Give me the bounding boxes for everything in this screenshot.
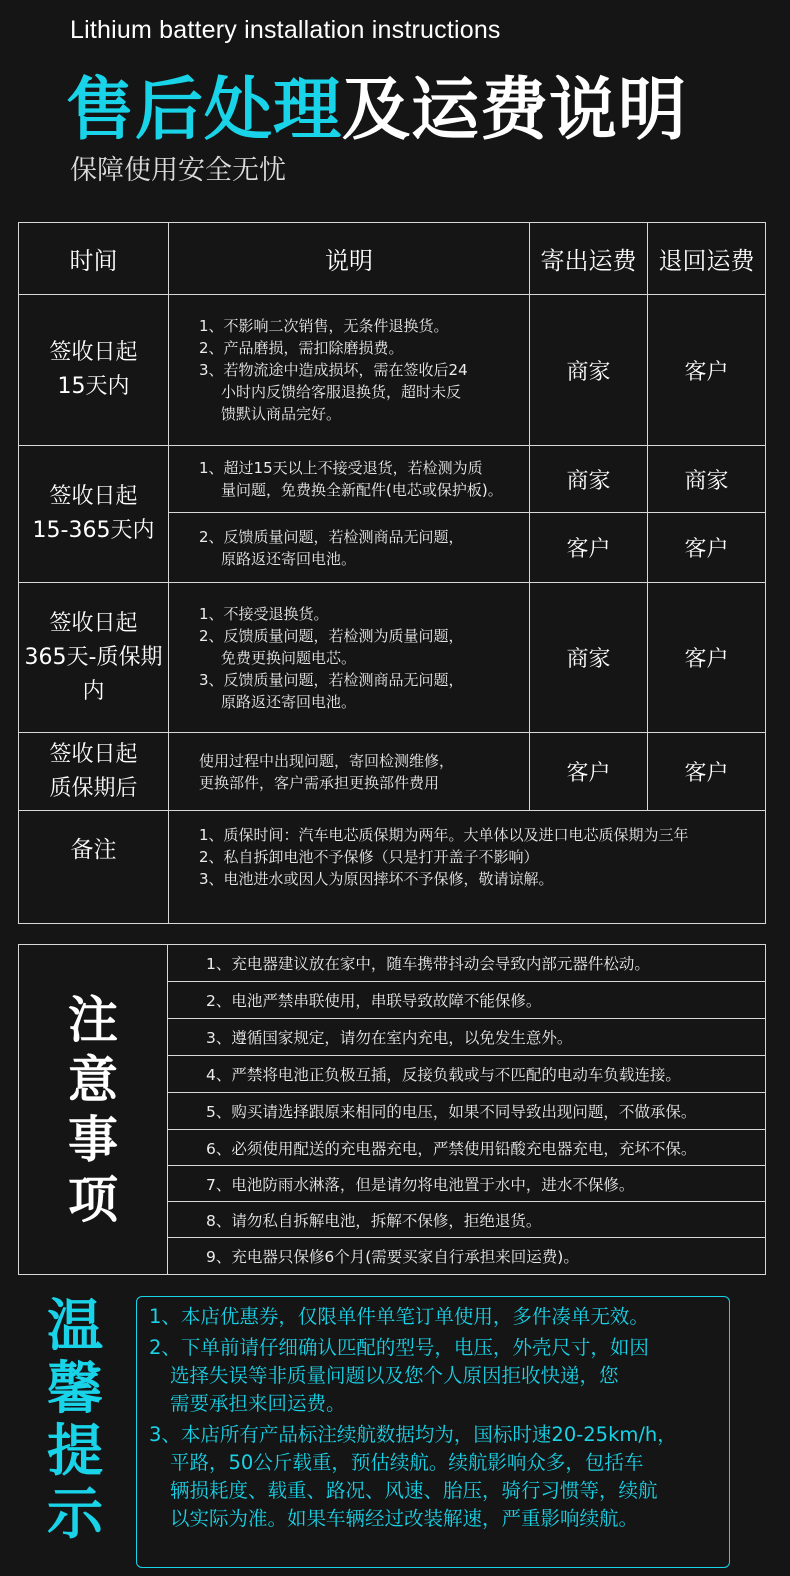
tip-line: 需要承担来回运费。 <box>170 1392 346 1415</box>
row3-return: 客户 <box>648 583 765 733</box>
precaution-item: 8、请勿私自拆解电池，拆解不保修，拒绝退货。 <box>168 1202 765 1238</box>
row3-desc-line: 2、反馈质量问题，若检测为质量问题， <box>199 626 464 645</box>
row2b-return: 客户 <box>648 513 765 583</box>
header-return-shipping: 退回运费 <box>648 223 765 295</box>
row3-description <box>169 583 530 733</box>
row2b-desc-line: 原路返还寄回电池。 <box>221 549 357 568</box>
row4-desc-line: 使用过程中出现问题，寄回检测维修， <box>199 751 455 770</box>
row2a-return: 商家 <box>648 446 765 513</box>
tip-line: 以实际为准。如果车辆经过改装解速，严重影响续航。 <box>170 1507 639 1530</box>
note-line: 3、电池进水或因人为原因摔坏不予保修，敬请谅解。 <box>199 870 554 888</box>
tip-line: 1、本店优惠券，仅限单件单笔订单使用，多件凑单无效。 <box>149 1305 649 1328</box>
row4-description <box>169 733 530 811</box>
header-time: 时间 <box>19 223 169 295</box>
tagline: 保障使用安全无忧 <box>70 155 286 186</box>
row1-time: 签收日起 15天内 <box>19 295 169 446</box>
tip-line: 平路，50公斤载重，预估续航。续航影响众多，包括车 <box>170 1451 644 1474</box>
row1-desc-line: 1、不影响二次销售，无条件退换货。 <box>199 317 449 335</box>
row1-send: 商家 <box>530 295 648 446</box>
tips-label-char: 提 <box>47 1419 103 1485</box>
precaution-item: 6、必须使用配送的充电器充电，严禁使用铅酸充电器充电，充坏不保。 <box>168 1130 765 1166</box>
row3-time: 签收日起 365天-质保期内 <box>19 583 169 733</box>
precautions-label <box>19 945 168 1274</box>
row1-description <box>169 295 530 446</box>
notes-label: 备注 <box>19 811 169 923</box>
precaution-item: 7、电池防雨水淋落，但是请勿将电池置于水中，进水不保修。 <box>168 1166 765 1202</box>
precautions-label-char: 意 <box>68 1050 118 1109</box>
precautions-table <box>18 944 766 1275</box>
row1-desc-line: 2、产品磨损，需扣除磨损费。 <box>199 339 404 357</box>
tip-line: 选择失误等非质量问题以及您个人原因拒收快递，您 <box>170 1364 619 1387</box>
precaution-item: 3、遵循国家规定，请勿在室内充电，以免发生意外。 <box>168 1019 765 1056</box>
row4-time: 签收日起 质保期后 <box>19 733 169 811</box>
row3-desc-line: 原路返还寄回电池。 <box>221 692 357 711</box>
tips-label-char: 馨 <box>47 1356 103 1422</box>
row2b-desc-line: 2、反馈质量问题，若检测商品无问题， <box>199 527 464 546</box>
row2a-desc-line: 量问题，免费换全新配件(电芯或保护板)。 <box>221 481 503 499</box>
row1-desc-line: 小时内反馈给客服退换货，超时未反 <box>221 383 462 401</box>
page-title-rest: 及运费说明 <box>342 71 688 150</box>
header <box>0 0 790 210</box>
row4-return: 客户 <box>648 733 765 811</box>
header-send-shipping: 寄出运费 <box>530 223 648 295</box>
row2b-send: 客户 <box>530 513 648 583</box>
precaution-item: 9、充电器只保修6个月(需要买家自行承担来回运费)。 <box>206 1248 579 1266</box>
precaution-item: 1、充电器建议放在家中，随车携带抖动会导致内部元器件松动。 <box>168 945 765 982</box>
after-sales-table <box>18 222 766 924</box>
precaution-item: 5、购买请选择跟原来相同的电压，如果不同导致出现问题，不做承保。 <box>168 1093 765 1130</box>
tip-line: 3、本店所有产品标注续航数据均为，国标时速20-25km/h， <box>149 1423 677 1446</box>
english-subtitle: Lithium battery installation instructions <box>70 16 501 44</box>
row3-send: 商家 <box>530 583 648 733</box>
tip-item <box>149 1421 719 1533</box>
row1-return: 客户 <box>648 295 765 446</box>
precaution-item: 4、严禁将电池正负极互插，反接负载或与不匹配的电动车负载连接。 <box>168 1056 765 1093</box>
precautions-label-char: 项 <box>68 1170 118 1229</box>
tips-label <box>40 1296 110 1546</box>
row3-desc-line: 3、反馈质量问题，若检测商品无问题， <box>199 670 464 689</box>
row2a-desc-line: 1、超过15天以上不接受退货，若检测为质 <box>199 459 483 477</box>
note-line: 1、质保时间：汽车电芯质保期为两年。大单体以及进口电芯质保期为三年 <box>199 826 689 844</box>
tip-item <box>149 1303 719 1331</box>
precautions-label-char: 事 <box>68 1110 118 1169</box>
tip-line: 辆损耗度、载重、路况、风速、胎压，骑行习惯等，续航 <box>170 1479 658 1502</box>
row1-desc-line: 3、若物流途中造成损坏，需在签收后24 <box>199 361 468 379</box>
tips-box <box>136 1296 730 1568</box>
precautions-label-char: 注 <box>68 990 118 1049</box>
row2a-description <box>169 446 530 513</box>
row2-time: 签收日起 15-365天内 <box>19 446 169 583</box>
note-line: 2、私自拆卸电池不予保修（只是打开盖子不影响） <box>199 848 539 866</box>
header-description: 说明 <box>169 223 530 295</box>
tip-line: 2、下单前请仔细确认匹配的型号，电压，外壳尺寸，如因 <box>149 1336 649 1359</box>
row4-send: 客户 <box>530 733 648 811</box>
row2b-description <box>169 513 530 583</box>
row3-desc-line: 1、不接受退换货。 <box>199 604 329 623</box>
page-title-highlight: 售后处理 <box>66 71 343 150</box>
row4-desc-line: 更换部件，客户需承担更换部件费用 <box>199 773 440 792</box>
precaution-item: 2、电池严禁串联使用，串联导致故障不能保修。 <box>168 982 765 1019</box>
page-title <box>66 56 687 153</box>
tip-item <box>149 1334 719 1418</box>
notes <box>169 811 765 923</box>
tips-label-char: 温 <box>47 1294 103 1359</box>
row3-desc-line: 免费更换问题电芯。 <box>221 648 357 667</box>
tips-label-char: 示 <box>47 1481 103 1547</box>
row2a-send: 商家 <box>530 446 648 513</box>
row1-desc-line: 馈默认商品完好。 <box>221 405 342 423</box>
